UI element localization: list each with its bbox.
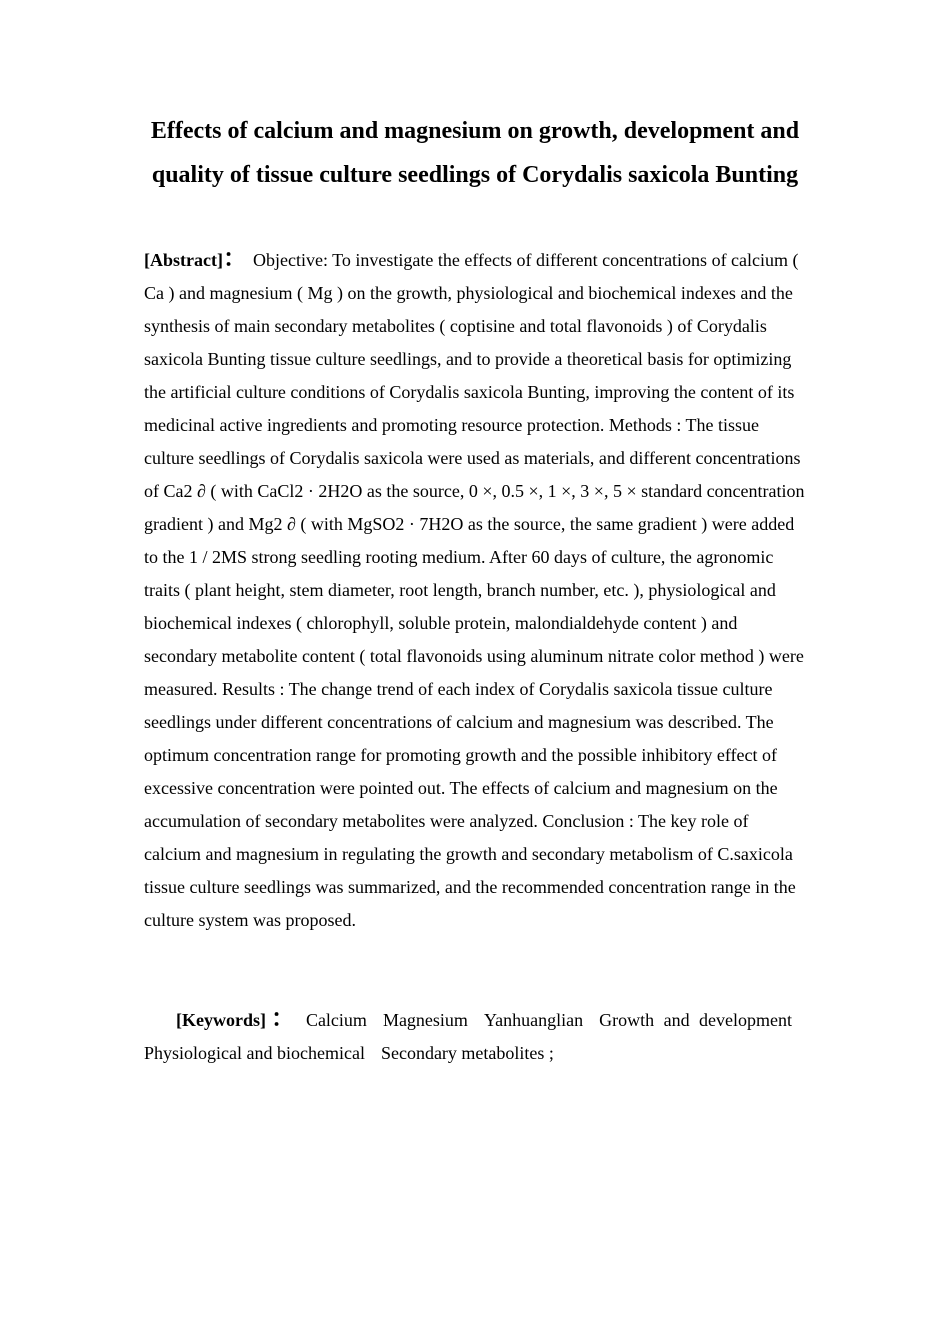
abstract-label: [Abstract] — [144, 250, 223, 270]
abstract-text: Objective: To investigate the effects of different concentrations of calcium ( Ca ) and magnesium ( Mg ) on the growth, physiological and biochemical indexes and the synthesis of main secondary metabolites ( coptisine and total flavonoids ) of Corydalis saxicola Bunting tissue culture seedlings, and to provide a theoretical basis for optimizing the artificial culture conditions of Corydalis saxicola Bunting, improving the content of its medicinal active ingredients and promoting resource protection. Methods : The tissue culture seedlings of Corydalis saxicola were used as materials, and different concentrations of Ca2 ∂ ( with CaCl2 · 2H2O as the source, 0 ×, 0.5 ×, 1 ×, 3 ×, 5 × standard concentration gradient ) and Mg2 ∂ ( with MgSO2 · 7H2O as the source, the same gradient ) were added to the 1 / 2MS strong seedling rooting medium. After 60 days of culture, the agronomic traits ( plant height, stem diameter, root length, branch number, etc. ), physiological and biochemical indexes ( chlorophyll, soluble protein, malondialdehyde content ) and secondary metabolite content ( total flavonoids using aluminum nitrate color method ) were measured. Results : The change trend of each index of Corydalis saxicola tissue culture seedlings under different concentrations of calcium and magnesium was described. The optimum concentration range for promoting growth and the possible inhibitory effect of excessive concentration were pointed out. The effects of calcium and magnesium on the accumulation of secondary metabolites were analyzed. Conclusion : The key role of calcium and magnesium in regulating the growth and secondary metabolism of C.saxicola tissue culture seedlings was summarized, and the recommended concentration range in the culture system was proposed. — [144, 250, 805, 930]
keywords-colon: ： — [265, 1004, 300, 1032]
keywords-paragraph — [144, 1002, 808, 1070]
keyword-item: Secondary metabolites ; — [380, 1043, 554, 1063]
document-title: Effects of calcium and magnesium on growth, development and quality of tissue culture seedlings of Corydalis saxicola Bunting — [150, 118, 800, 188]
keyword-item: Calcium — [305, 1010, 367, 1030]
keyword-item: Yanhuanglian — [483, 1010, 584, 1030]
keyword-item: Growth and development — [599, 1010, 793, 1030]
abstract-paragraph — [144, 242, 808, 937]
abstract-colon: ： — [222, 244, 247, 272]
keyword-item: Physiological and biochemical — [144, 1043, 365, 1063]
keyword-item: Magnesium — [382, 1010, 468, 1030]
keywords-label: [Keywords] — [176, 1010, 266, 1030]
